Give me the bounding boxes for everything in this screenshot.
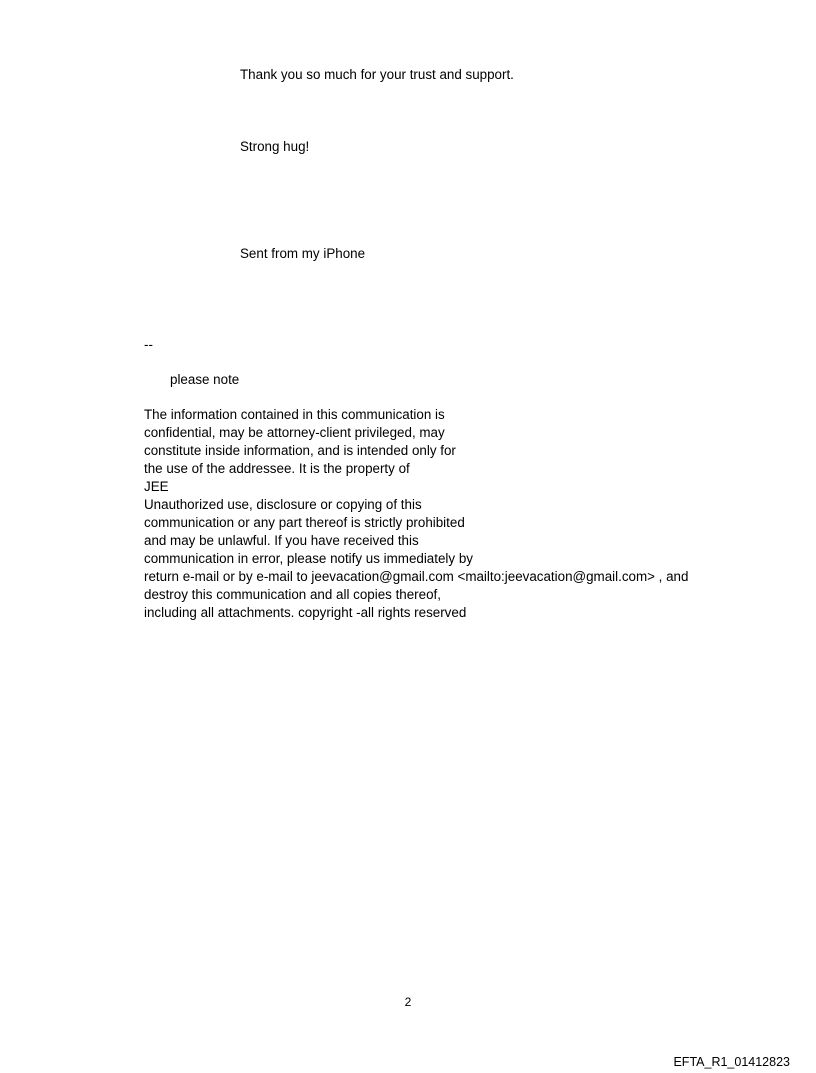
disclaimer-line: and may be unlawful. If you have received this xyxy=(144,533,419,548)
disclaimer-line: return e-mail or by e-mail to jeevacation@gmail.com <mailto:jeevacation@gmail.com> , and xyxy=(144,569,689,584)
confidentiality-disclaimer xyxy=(144,406,688,622)
disclaimer-line: destroy this communication and all copies thereof, xyxy=(144,587,441,602)
disclaimer-line: communication or any part thereof is strictly prohibited xyxy=(144,515,465,530)
disclaimer-line: JEE xyxy=(144,479,169,494)
document-id: EFTA_R1_01412823 xyxy=(673,1055,790,1069)
disclaimer-line: The information contained in this communication is xyxy=(144,407,445,422)
thanks-line: Thank you so much for your trust and support. xyxy=(240,67,514,82)
disclaimer-line: the use of the addressee. It is the property of xyxy=(144,461,410,476)
disclaimer-line: constitute inside information, and is intended only for xyxy=(144,443,456,458)
signature-separator: -- xyxy=(144,337,153,352)
page-number: 2 xyxy=(404,995,412,1009)
disclaimer-line: including all attachments. copyright -all rights reserved xyxy=(144,605,467,620)
disclaimer-line: confidential, may be attorney-client privileged, may xyxy=(144,425,445,440)
disclaimer-line: communication in error, please notify us immediately by xyxy=(144,551,473,566)
note-heading: please note xyxy=(170,372,240,387)
signature-line: Sent from my iPhone xyxy=(240,246,366,261)
closing-line: Strong hug! xyxy=(240,139,310,154)
disclaimer-line: Unauthorized use, disclosure or copying of this xyxy=(144,497,422,512)
